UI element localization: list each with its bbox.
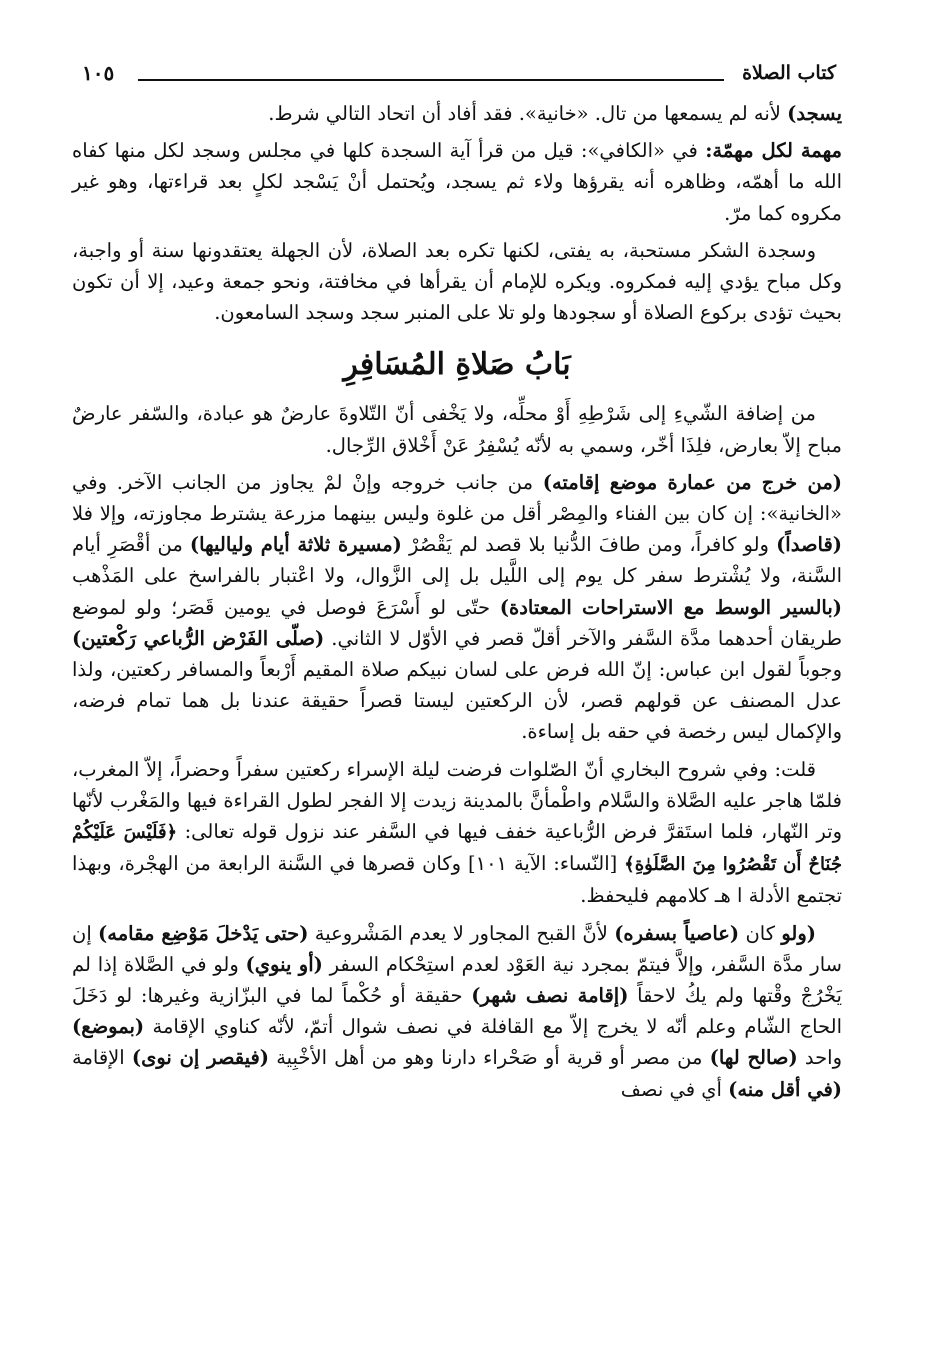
paragraph-4 bbox=[72, 398, 842, 460]
paragraph-6 bbox=[72, 754, 842, 912]
bold-segment: (صالح لها) bbox=[709, 1046, 798, 1070]
text-segment: قلت: وفي شروح البخاري أنّ الصّلوات فرضت ليلة الإسراء ركعتين سفراً وحضراً، إلاّ المغرب، فلمّا هاجر عليه الصَّلاة والسَّلام واطْمأنَّ بالمدينة زيدت إلا الفجر لطول القراءة فيها والمَغْرب لأنّها وتر النّهار، فلما استَقرَّ فرض الرُّباعية خفف فيها في السَّفر عند نزول قوله تعالى: bbox=[72, 757, 842, 844]
body-text bbox=[72, 98, 842, 1105]
text-segment: من إضافة الشّيءِ إلى شَرْطِهِ أَوْ محلِّه، ولا يَخْفى أنّ التّلاوةَ عارضٌ هو عبادة، والسّفر عارضٌ مباح إلاّ بعارض، فلِذَا أخّر، وسمي به لأنّه يُسْفِرُ عَنْ أَخْلاق الرِّجال. bbox=[72, 402, 842, 457]
text-segment: من مصر أو قرية أو صَحْراء دارنا وهو من أهل الأخْبِية bbox=[269, 1046, 710, 1070]
text-segment: ولو كافراً، ومن طافَ الدُّنيا بلا قصد لم يَقْصُرْ bbox=[401, 533, 777, 557]
text-segment: لأنَّ القبح المجاور لا يعدم المَشْروعية bbox=[308, 921, 615, 945]
bold-segment: (صلّى الفَرْض الرُّباعي رَكْعتين) bbox=[72, 626, 325, 650]
bold-segment: (قاصداً) bbox=[776, 533, 843, 557]
text-segment: ولو في الصَّلاة إذا لم يَخْرُجْ وقْتها ولم يكُ لاحقاً bbox=[72, 952, 842, 1008]
text-segment: حتّى لو أَسْرَعَ فوصل في يومين قَصَر؛ ولو لموضع طريقان أحدهما مدَّة السَّفر والآخر أقلّ قصر في الأوّل لا الثاني. bbox=[72, 595, 842, 650]
paragraph-7 bbox=[72, 918, 842, 1105]
text-segment: إن سار مدَّة السَّفر، وإلاَّ فيتمّ بمجرد نية العَوْد لعدم استِحْكام السفر bbox=[72, 921, 842, 976]
bold-segment: مهمة لكل مهمّة: bbox=[705, 139, 843, 163]
text-segment: وسجدة الشكر مستحبة، به يفتى، لكنها تكره بعد الصلاة، لأن الجهلة يعتقدونها سنة أو واجبة، وكل مباح يؤدي إليه فمكروه. ويكره للإمام أن يقرأها في مخافتة، ونحو جمعة وعيد، إلا أن تكون بحيث تؤدى بركوع الصلاة أو سجودها ولو تلا على المنبر سجد وسجد السامعون. bbox=[72, 238, 842, 325]
text-segment: لأنه لم يسمعها من تال. «خانية». فقد أفاد أن اتحاد التالي شرط. bbox=[268, 102, 788, 125]
text-segment: أي في نصف bbox=[620, 1077, 729, 1101]
bold-segment: (بالسير الوسط مع الاستراحات المعتادة) bbox=[499, 595, 842, 619]
quran-verse: ﴿فَلَيْسَ عَلَيْكُمْ جُنَاحٌ أَن تَقْصُرُوا مِنَ الصَّلَوٰةِ﴾ bbox=[72, 822, 842, 876]
bold-segment: (أو ينوي) bbox=[245, 952, 323, 976]
bold-segment: (عاصياً بسفره) bbox=[614, 921, 740, 945]
paragraph-5 bbox=[72, 467, 842, 748]
text-segment: من أقْصَرِ أيام السَّنة، ولا يُشْترط سفر كل يوم إلى اللَّيل بل إلى الزَّوال، ولا اعْتبار بالفراسخ على المَذْهب bbox=[72, 533, 842, 588]
text-segment: كان bbox=[739, 921, 782, 945]
bold-segment: (مسيرة ثلاثة أيام ولياليها) bbox=[189, 533, 402, 557]
text-segment: وجوباً لقول ابن عباس: إنّ الله فرض على لسان نبيكم صلاة المقيم أَرْبعاً والمسافر ركعتين، ولذا عدل المصنف عن قولهم قصر، لأن الركعتين ليستا قصراً حقيقة عندنا بل هما تمام فرضه، والإكمال ليس رخصة في حقه بل إساءة. bbox=[72, 658, 842, 744]
paragraph-2 bbox=[72, 135, 842, 229]
bold-segment: (حتى يَدْخلَ مَوْضِع مقامه) bbox=[98, 921, 309, 945]
bold-segment: (فيقصر إن نوى) bbox=[131, 1046, 270, 1070]
text-segment: في «الكافي»: قيل من قرأ آية السجدة كلها في مجلس وسجد لكل منها كفاه الله ما أهمّه، وظاهره أنه يقرؤها ولاء ثم يسجد، ويُحتمل أنْ يَسْجد لكلٍ بعد قراءتها، وهو غير مكروه كما مرّ. bbox=[72, 139, 842, 225]
bold-segment: (ولو bbox=[781, 921, 816, 945]
running-header bbox=[82, 58, 836, 88]
text-segment: الإقامة bbox=[72, 1046, 132, 1070]
chapter-title: بَابُ صَلاةِ المُسَافِرِ bbox=[343, 347, 571, 383]
paragraph-1 bbox=[72, 98, 842, 129]
bold-segment: (بموضع) bbox=[72, 1015, 145, 1039]
text-segment: حقيقة أو حُكْماً لما في البزّازية وغيرها: لو دَخَلَ الحاج الشّام وعلم أنّه لا يخرج إلاّ مع القافلة في نصف شوال أتمّ، لأنّه كناوي الإقامة bbox=[72, 984, 842, 1039]
bold-segment: (من خرج من عمارة موضع إقامته) bbox=[542, 470, 843, 494]
page-number: ١٠٥ bbox=[82, 61, 115, 85]
bold-segment: (إقامة نصف شهر) bbox=[471, 984, 629, 1008]
bold-segment: يسجد) bbox=[787, 102, 842, 125]
paragraph-3 bbox=[72, 235, 842, 329]
text-segment: واحد bbox=[797, 1046, 842, 1070]
bold-segment: (في أقل منه) bbox=[728, 1077, 842, 1101]
text-segment: [النّساء: الآية ١٠١] وكان قصرها في السَّنة الرابعة من الهجْرة، وبهذا تجتمع الأدلة ا هـ كلامهم فليحفظ. bbox=[72, 852, 842, 908]
header-rule bbox=[138, 79, 724, 81]
header-book-title: كتاب الصلاة bbox=[742, 62, 836, 84]
text-segment: من جانب خروجه وإنْ لمْ يجاوز من الجانب الآخر. وفي «الخانية»: إن كان بين الفناء والمِصْر أقل من غلوة وليس بينهما مزرعة يشترط مجاوزته، وإلا فلا bbox=[72, 470, 842, 526]
